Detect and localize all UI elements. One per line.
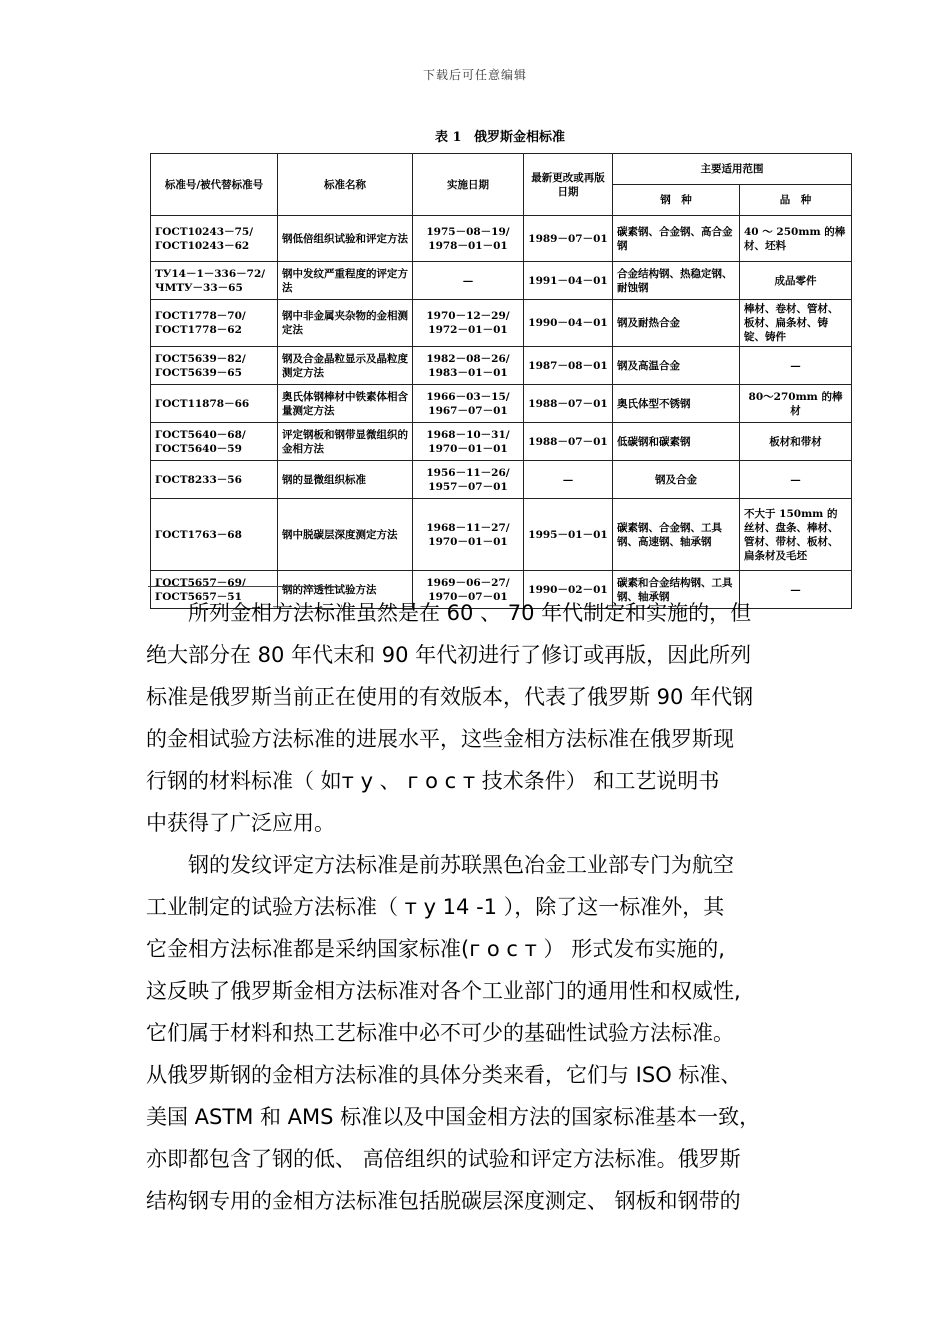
cell-name: 钢的淬透性试验方法	[278, 571, 413, 609]
header-name: 标准名称	[278, 154, 413, 216]
cell-product: 不大于 150mm 的丝材、盘条、棒材、管材、带材、板材、扁条材及毛坯	[740, 499, 852, 571]
cell-revision: 1995－01－01	[524, 499, 613, 571]
table-caption-title: 俄罗斯金相标准	[474, 130, 566, 145]
cell-code: ГОСТ10243－75/ ГОСТ10243－62	[151, 216, 278, 262]
cell-revision: 1989－07－01	[524, 216, 613, 262]
table-row	[151, 347, 852, 385]
table-caption	[148, 126, 852, 145]
table-caption-number: 表 1	[434, 130, 462, 145]
standards-table	[150, 153, 852, 609]
body-line: 的金相试验方法标准的进展水平，这些金相方法标准在俄罗斯现	[146, 727, 734, 751]
cell-code: ГОСТ8233－56	[151, 461, 278, 499]
body-line: 这反映了俄罗斯金相方法标准对各个工业部门的通用性和权威性,	[146, 979, 741, 1003]
cell-steel: 碳素和合金结构钢、工具钢、轴承钢	[613, 571, 740, 609]
body-text	[146, 592, 810, 1222]
header-revision: 最新更改或再版日期	[524, 154, 613, 216]
cell-code: ГОСТ1763－68	[151, 499, 278, 571]
cell-code: ГОСТ5640－68/ ГОСТ5640－59	[151, 423, 278, 461]
cell-name: 奥氏体钢棒材中铁素体相含量测定方法	[278, 385, 413, 423]
cell-product: 板材和带材	[740, 423, 852, 461]
cell-product: —	[740, 571, 852, 609]
cell-product: —	[740, 461, 852, 499]
body-line: 所列金相方法标准虽然是在 60 、 70 年代制定和实施的，但	[146, 601, 752, 625]
cell-product: 80～270mm 的棒材	[740, 385, 852, 423]
cell-steel: 奥氏体型不锈钢	[613, 385, 740, 423]
table-bottom-rule	[148, 586, 340, 587]
body-line: 中获得了广泛应用。	[146, 811, 335, 835]
table-row	[151, 216, 852, 262]
header-steel: 钢 种	[613, 185, 740, 216]
cell-date: 1982－08－26/ 1983－01－01	[413, 347, 524, 385]
table-header-row	[151, 154, 852, 185]
table-row	[151, 385, 852, 423]
cell-revision: —	[524, 461, 613, 499]
body-line: 它金相方法标准都是采纳国家标准(г о с т ） 形式发布实施的,	[146, 937, 725, 961]
cell-name: 钢中非金属夹杂物的金相测定法	[278, 300, 413, 347]
header-scope: 主要适用范围	[613, 154, 852, 185]
body-line: 亦即都包含了钢的低、 高倍组织的试验和评定方法标准。俄罗斯	[146, 1147, 741, 1171]
cell-code: ГОСТ11878－66	[151, 385, 278, 423]
body-line: 绝大部分在 80 年代末和 90 年代初进行了修订或再版，因此所列	[146, 643, 752, 667]
cell-date: 1970－12－29/ 1972－01－01	[413, 300, 524, 347]
cell-steel: 钢及合金	[613, 461, 740, 499]
cell-revision: 1990－02－01	[524, 571, 613, 609]
cell-code: ГОСТ5639－82/ ГОСТ5639－65	[151, 347, 278, 385]
cell-date: —	[413, 262, 524, 300]
cell-steel: 钢及耐热合金	[613, 300, 740, 347]
body-line: 行钢的材料标准（ 如т у 、 г о с т 技术条件） 和工艺说明书	[146, 769, 720, 793]
cell-name: 钢低倍组织试验和评定方法	[278, 216, 413, 262]
cell-product: —	[740, 347, 852, 385]
cell-revision: 1988－07－01	[524, 385, 613, 423]
cell-product: 棒材、卷材、管材、板材、扁条材、铸锭、铸件	[740, 300, 852, 347]
cell-code: ТУ14－1－336－72/ ЧМТУ－33－65	[151, 262, 278, 300]
header-product: 品 种	[740, 185, 852, 216]
cell-date: 1968－11－27/ 1970－01－01	[413, 499, 524, 571]
page-header-note: 下载后可任意编辑	[422, 68, 527, 82]
cell-date: 1966－03－15/ 1967－07－01	[413, 385, 524, 423]
cell-code: ГОСТ1778－70/ ГОСТ1778－62	[151, 300, 278, 347]
cell-steel: 合金结构钢、热稳定钢、耐蚀钢	[613, 262, 740, 300]
cell-date: 1975－08－19/ 1978－01－01	[413, 216, 524, 262]
header-date: 实施日期	[413, 154, 524, 216]
body-line: 工业制定的试验方法标准（ т у 14 -1 ），除了这一标准外，其	[146, 895, 725, 919]
table-row	[151, 423, 852, 461]
cell-steel: 碳素钢、合金钢、工具钢、高速钢、轴承钢	[613, 499, 740, 571]
cell-revision: 1991－04－01	[524, 262, 613, 300]
standards-table-section	[148, 126, 852, 609]
cell-code: ГОСТ5657－69/ ГОСТ5657－51	[151, 571, 278, 609]
body-line: 美国 ASTM 和 AMS 标准以及中国金相方法的国家标准基本一致，	[146, 1105, 761, 1129]
cell-revision: 1987－08－01	[524, 347, 613, 385]
cell-name: 钢中脱碳层深度测定方法	[278, 499, 413, 571]
cell-date: 1968－10－31/ 1970－01－01	[413, 423, 524, 461]
cell-steel: 低碳钢和碳素钢	[613, 423, 740, 461]
cell-revision: 1990－04－01	[524, 300, 613, 347]
cell-steel: 钢及高温合金	[613, 347, 740, 385]
table-row	[151, 461, 852, 499]
body-line: 结构钢专用的金相方法标准包括脱碳层深度测定、 钢板和钢带的	[146, 1189, 741, 1213]
cell-steel: 碳素钢、合金钢、高合金钢	[613, 216, 740, 262]
cell-product: 成品零件	[740, 262, 852, 300]
cell-date: 1969－06－27/ 1970－07－01	[413, 571, 524, 609]
cell-product: 40 ～ 250mm 的棒材、坯料	[740, 216, 852, 262]
table-row	[151, 300, 852, 347]
cell-name: 评定钢板和钢带显微组织的金相方法	[278, 423, 413, 461]
cell-name: 钢的显微组织标准	[278, 461, 413, 499]
body-line: 从俄罗斯钢的金相方法标准的具体分类来看，它们与 ISO 标准、	[146, 1063, 742, 1087]
table-row	[151, 499, 852, 571]
cell-name: 钢及合金晶粒显示及晶粒度测定方法	[278, 347, 413, 385]
body-line: 它们属于材料和热工艺标准中必不可少的基础性试验方法标准。	[146, 1021, 734, 1045]
cell-name: 钢中发纹严重程度的评定方法	[278, 262, 413, 300]
header-code: 标准号/被代替标准号	[151, 154, 278, 216]
body-line: 标准是俄罗斯当前正在使用的有效版本，代表了俄罗斯 90 年代钢	[146, 685, 754, 709]
table-row	[151, 262, 852, 300]
body-line: 钢的发纹评定方法标准是前苏联黑色冶金工业部专门为航空	[146, 853, 734, 877]
cell-date: 1956－11－26/ 1957－07－01	[413, 461, 524, 499]
cell-revision: 1988－07－01	[524, 423, 613, 461]
